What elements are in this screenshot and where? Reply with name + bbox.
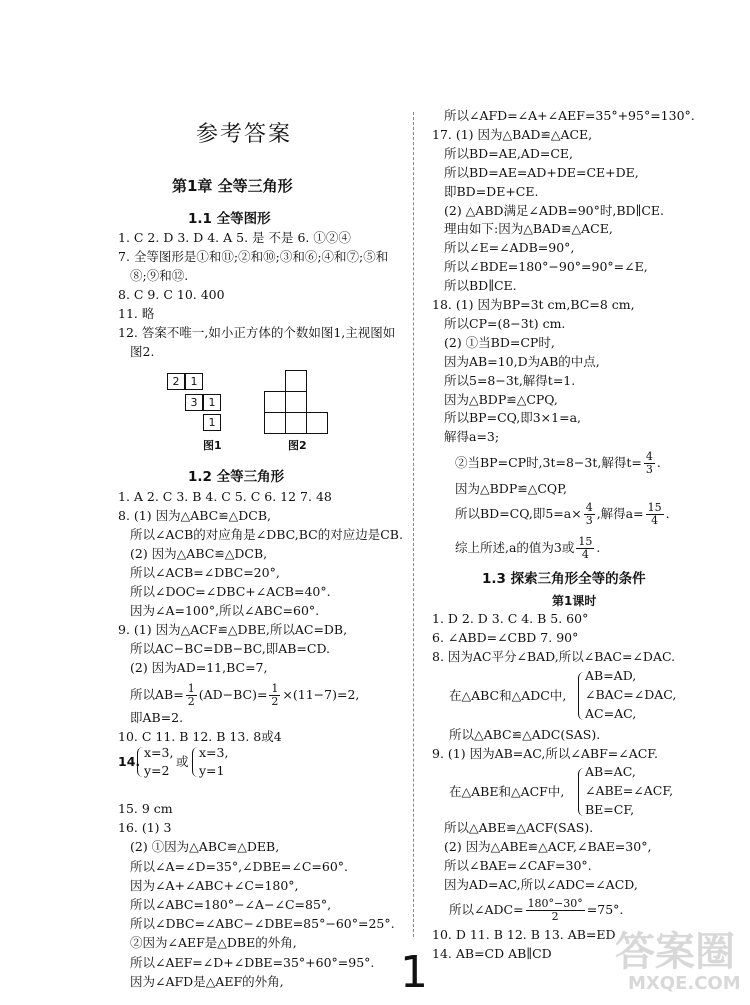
column-divider [413,112,414,937]
answer-line: 因为AB=10,D为AB的中点, [444,353,600,369]
fraction-denominator: 4 [581,548,589,561]
answer-line: 所以∠ABC=180°−∠A−∠C=85°, [130,897,332,912]
system-line: AB=AC, [585,764,636,779]
answer-line: 12. 答案不唯一,如小正方体的个数如图1,主视图如 [118,325,396,340]
answer-line: 所以5=8−3t,解得t=1. [444,372,576,388]
fraction-denominator: 2 [551,910,559,923]
brace [578,672,584,720]
fraction-numerator: 4 [645,450,653,463]
cube-count-cell: 1 [203,414,221,431]
brace [578,768,584,816]
answer-line: (2) 因为△ABC≌△DCB, [130,546,268,561]
system-line: AB=AD, [585,668,637,683]
fraction [644,451,655,476]
fraction-numerator: 4 [585,501,593,514]
cube-count-cell: 1 [203,394,221,411]
system-intro: 在△ABC和△ADC中, [449,688,567,703]
answer-line: 8. 因为AC平分∠BAD,所以∠BAC=∠DAC. [432,649,676,664]
answer-line: 8. (1) 因为△ABC≌△DCB, [118,508,272,523]
answer-line: ⑧;⑨和⑫. [130,268,189,283]
equation-text: (AD−BC)= [198,687,268,702]
answer-line: 因为AD=AC,所以∠ADC=∠ACD, [444,877,638,892]
answer-line: (2) △ABD满足∠ADB=90°时,BD∥CE. [444,202,664,218]
answer-line: 6. ∠ABD=∠CBD 7. 90° [432,630,579,645]
equation-line [449,895,623,925]
fraction-numerator: 180°−30° [527,897,583,910]
fraction [186,683,197,708]
fraction [576,536,594,561]
fraction-denominator: 4 [651,514,659,527]
equation-text: ,解得a= [596,506,644,521]
answer-line: 所以BD∥CE. [444,278,517,294]
answer-line: 理由如下:因为△BAD≌△ACE, [444,221,613,237]
answer-line: 所以∠ACB的对应角是∠DBC,BC的对应边是CB. [130,527,403,542]
answer-line: 所以∠ACB=∠DBC=20°, [130,565,280,580]
section-heading-1-3: 1.3 探索三角形全等的条件 [482,571,646,587]
equation-text: 所以BD=CQ,即5=a× [455,506,582,521]
answer-line: 9. (1) 因为△ACF≌△DBE,所以AC=DB, [118,622,348,637]
equation-line [455,499,670,529]
system-line: y=2 [144,763,170,778]
answer-line: 所以AC−BC=DB−BC,即AB=CD. [130,641,331,656]
answer-line: 因为△BDP≌△CQP, [455,481,567,496]
lesson-heading: 第1课时 [552,594,597,608]
answer-line: 因为∠AFD是△AEF的外角, [130,973,284,989]
watermark-logo: 答案圈 [615,929,735,975]
answer-line: 所以∠DBC=∠ABC−∠DBE=85°−60°=25°. [130,916,395,932]
figure-2-label: 图2 [288,439,307,452]
answer-line: 所以CP=(8−3t) cm. [444,315,566,331]
answer-line: (2) 因为△ABE≌△ACF,∠BAE=30°, [444,839,652,854]
answer-line: 10. C 11. B 12. B 13. 8或4 [118,729,282,744]
question-number: 14. [118,754,141,769]
figure-1-label: 图1 [203,439,222,452]
equation-text: . [665,506,670,521]
answer-line: 所以BP=CQ,即3×1=a, [444,410,582,426]
fraction-denominator: 2 [271,695,279,708]
answer-line: 17. (1) 因为△BAD≌△ACE, [432,126,593,142]
chapter-title: 第1章 全等三角形 [172,177,293,195]
answer-line: ②因为∠AEF是△DBE的外角, [130,935,297,951]
answer-line: 10. D 11. B 12. B 13. AB=ED [432,927,616,942]
equation-text: ×(11−7)=2, [282,687,360,702]
answer-line: 7. 全等图形是①和⑪;②和⑩;③和⑥;④和⑦;⑤和 [118,249,389,264]
system-line: AC=AC, [585,706,637,721]
system-line: x=3, [144,745,174,760]
answer-line: 所以∠AEF=∠D+∠DBE=35°+60°=95°. [130,954,375,970]
answer-line: 8. C 9. C 10. 400 [118,287,225,302]
answer-line: 解得a=3; [444,429,500,445]
answer-line: 9. (1) 因为AB=AC,所以∠ABF=∠ACF. [432,746,658,761]
cube-count-cell: 1 [185,373,203,390]
fraction [269,683,280,708]
answer-line: 1. A 2. C 3. B 4. C 5. C 6. 12 7. 48 [118,489,332,504]
system-line: x=3, [199,745,229,760]
fraction-numerator: 1 [187,682,195,695]
answer-line: 15. 9 cm [118,801,173,816]
answer-line: 1. D 2. D 3. C 4. B 5. 60° [432,611,589,626]
equation-text: . [656,455,661,470]
page-number: 1 [400,947,428,998]
equation-text: . [596,540,601,555]
equation-text: =75°. [586,902,624,917]
answer-line: (2) 因为AD=11,BC=7, [130,660,268,675]
equation-text: 所以AB= [130,687,184,702]
equation-line [130,680,359,710]
cube-count-cell: 2 [167,373,185,390]
answer-line: 所以∠DOC=∠DBC+∠ACB=40°. [130,584,331,599]
answer-line: 图2. [130,344,155,359]
equation-text: 综上所述,a的值为3或 [455,540,575,555]
system-line: ∠ABE=∠ACF, [585,783,674,798]
answer-line: (2) ①当BD=CP时, [444,334,555,350]
answer-line: 因为∠A+∠ABC+∠C=180°, [130,877,299,893]
answer-line: 1. C 2. D 3. D 4. A 5. 是 不是 6. ①②④ [118,230,351,245]
answer-line: 所以∠BDE=180°−90°=90°=∠E, [444,259,648,275]
answer-line: 即AB=2. [130,710,184,725]
answer-line: 所以△ABC≌△ADC(SAS). [449,727,601,742]
equation-line [455,533,600,563]
answer-line: 所以∠A=∠D=35°,∠DBE=∠C=60°. [130,858,348,874]
fraction-numerator: 15 [647,501,662,514]
watermark-url: MXQE.COM [628,973,741,994]
section-heading-1-1: 1.1 全等图形 [188,211,271,227]
fraction [584,502,595,527]
answer-line: 所以∠BAE=∠CAF=30°. [444,858,592,873]
system-intro: 在△ABE和△ACF中, [449,784,565,799]
equation-line [455,448,661,478]
view-cell [264,391,286,413]
page-title: 参考答案 [196,122,293,147]
answer-line: 11. 略 [118,306,155,321]
brace [192,747,198,777]
equation-text: ②当BP=CP时,3t=8−3t,解得t= [455,455,642,470]
answer-line: 18. (1) 因为BP=3t cm,BC=8 cm, [432,297,635,312]
fraction-numerator: 1 [271,682,279,695]
answer-line: 所以∠E=∠ADB=90°, [444,240,575,256]
answer-line: 14. AB=CD AB∥CD [432,946,552,961]
answer-line: 因为∠A=100°,所以∠ABC=60°. [130,603,320,618]
answer-line: 所以△ABE≌△ACF(SAS). [444,820,594,835]
cube-count-cell: 3 [185,394,203,411]
section-heading-1-2: 1.2 全等三角形 [188,469,285,485]
fraction-denominator: 2 [187,695,195,708]
view-cell [264,412,286,434]
system-line: y=1 [199,763,225,778]
fraction [646,502,664,527]
answer-line: 所以BD=AE=AD+DE=CE+DE, [444,164,639,180]
answer-line: 所以BD=AE,AD=CE, [444,145,573,161]
fraction [526,898,585,923]
system-line: BE=CF, [585,802,635,817]
view-cell [306,412,328,434]
view-cell [285,370,307,392]
answer-line: 即BD=DE+CE. [444,183,539,199]
or-text: 或 [176,754,189,769]
fraction-denominator: 3 [645,463,653,476]
answer-line: 16. (1) 3 [118,820,172,836]
equation-text: 所以∠ADC= [449,902,524,917]
answer-line: 因为△BDP≌△CPQ, [444,391,558,407]
fraction-denominator: 3 [585,514,593,527]
view-cell [285,412,307,434]
answer-line: (2) ①因为△ABC≌△DEB, [130,839,280,855]
fraction-numerator: 15 [578,535,593,548]
brace [137,747,143,777]
view-cell [285,391,307,413]
system-line: ∠BAC=∠DAC, [585,687,677,702]
answer-line: 所以∠AFD=∠A+∠AEF=35°+95°=130°. [444,108,695,123]
